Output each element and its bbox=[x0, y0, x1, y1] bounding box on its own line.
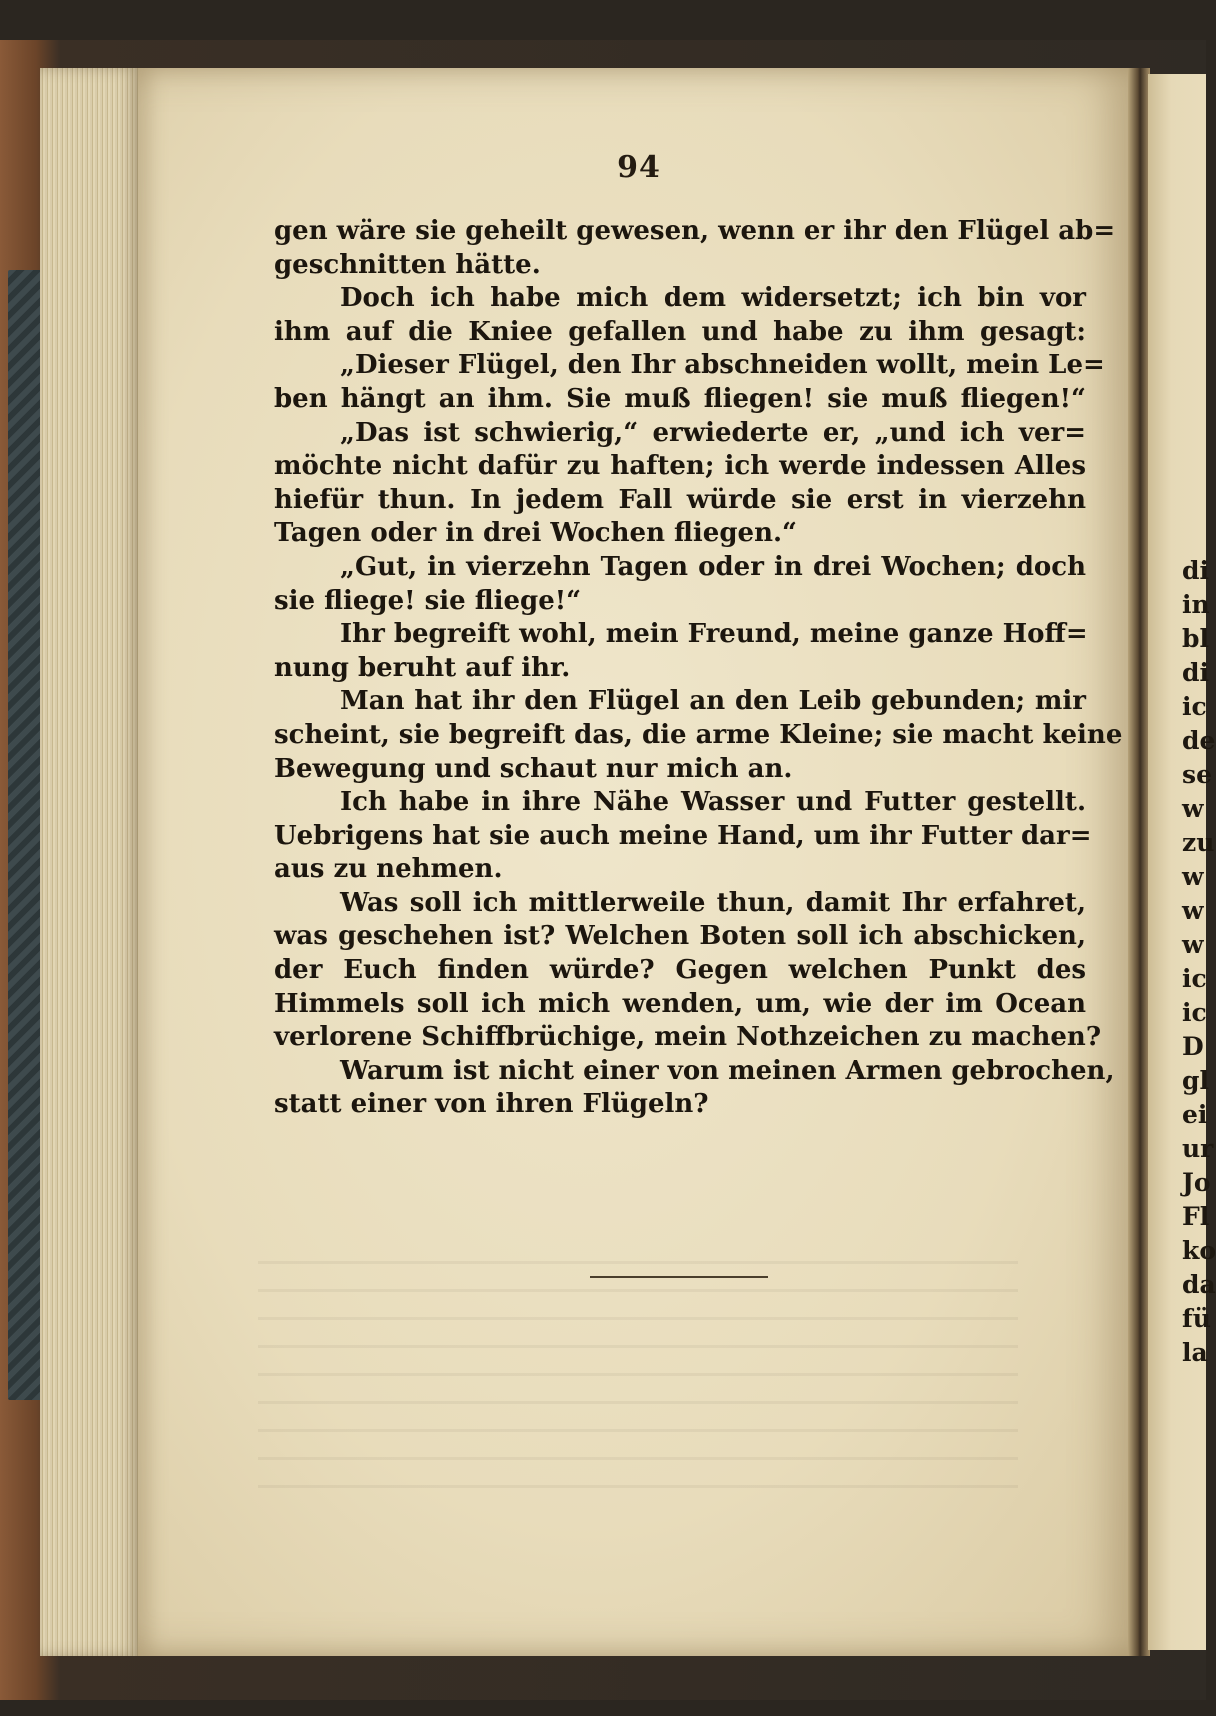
next-page-line-fragment: de bbox=[1182, 726, 1216, 755]
text-line: Himmels soll ich mich wenden, um, wie der im Ocean bbox=[274, 988, 1086, 1019]
text-line: statt einer von ihren Flügeln? bbox=[274, 1089, 709, 1120]
text-line: der Euch finden würde? Gegen welchen Punkt des bbox=[274, 955, 1086, 986]
text-line: nung beruht auf ihr. bbox=[274, 652, 571, 683]
next-page-line-fragment: ic bbox=[1182, 964, 1207, 993]
next-page-line-fragment: in bbox=[1182, 590, 1210, 619]
next-page-line-fragment: da bbox=[1182, 1270, 1216, 1299]
next-page-line-fragment: gl bbox=[1182, 1066, 1209, 1095]
next-page-line-fragment: ei bbox=[1182, 1100, 1208, 1129]
next-page-line-fragment: ic bbox=[1182, 998, 1207, 1027]
page-text-block bbox=[274, 215, 1123, 1122]
next-page-line-fragment: bl bbox=[1182, 624, 1209, 653]
next-page-line-fragment: di bbox=[1182, 658, 1209, 687]
page-stack-edge bbox=[40, 68, 140, 1656]
page-number: 94 bbox=[617, 150, 661, 185]
text-line: Tagen oder in drei Wochen fliegen.“ bbox=[274, 518, 797, 549]
text-line: aus zu nehmen. bbox=[274, 854, 503, 885]
text-line: Warum ist nicht einer von meinen Armen gebrochen, bbox=[340, 1055, 1115, 1086]
text-line: gen wäre sie geheilt gewesen, wenn er ihr den Flügel ab= bbox=[274, 216, 1116, 246]
text-line: Ihr begreift wohl, mein Freund, meine ganze Hoff= bbox=[340, 619, 1088, 650]
book-gutter bbox=[1128, 68, 1150, 1656]
text-line: sie fliege! sie fliege!“ bbox=[274, 585, 582, 616]
text-line: Man hat ihr den Flügel an den Leib gebunden; mir bbox=[340, 686, 1086, 717]
show-through-text bbox=[258, 1248, 1018, 1488]
book-page-left bbox=[138, 68, 1140, 1656]
next-page-line-fragment: D bbox=[1182, 1032, 1204, 1061]
text-line: „Dieser Flügel, den Ihr abschneiden wollt, mein Le= bbox=[340, 350, 1105, 381]
text-line: „Gut, in vierzehn Tagen oder in drei Wochen; doch bbox=[340, 551, 1086, 582]
text-line: Bewegung und schaut nur mich an. bbox=[274, 753, 793, 784]
text-line: hiefür thun. In jedem Fall würde sie erst in vierzehn bbox=[274, 484, 1086, 515]
next-page-line-fragment: w bbox=[1182, 794, 1204, 823]
next-page-line-fragment: Fl bbox=[1182, 1202, 1210, 1231]
text-line: ben hängt an ihm. Sie muß fliegen! sie muß fliegen!“ bbox=[274, 383, 1086, 414]
next-page-line-fragment: w bbox=[1182, 930, 1204, 959]
text-line: „Das ist schwierig,“ erwiederte er, „und ich ver= bbox=[340, 417, 1086, 448]
next-page-line-fragment: fü bbox=[1182, 1304, 1211, 1333]
text-line: Was soll ich mittlerweile thun, damit Ihr erfahret, bbox=[340, 887, 1086, 918]
text-line: Ich habe in ihre Nähe Wasser und Futter gestellt. bbox=[340, 787, 1086, 818]
text-line: verlorene Schiffbrüchige, mein Nothzeichen zu machen? bbox=[274, 1022, 1102, 1053]
book-page-right-partial bbox=[1148, 74, 1216, 1650]
text-line: scheint, sie begreift das, die arme Kleine; sie macht keine bbox=[274, 719, 1123, 750]
next-page-line-fragment: ur bbox=[1182, 1134, 1214, 1163]
next-page-line-fragment: w bbox=[1182, 896, 1204, 925]
section-end-rule bbox=[590, 1276, 768, 1278]
next-page-line-fragment: ic bbox=[1182, 692, 1207, 721]
text-line: was geschehen ist? Welchen Boten soll ich abschicken, bbox=[274, 921, 1086, 952]
next-page-line-fragment: di bbox=[1182, 556, 1209, 585]
text-line: Uebrigens hat sie auch meine Hand, um ihr Futter dar= bbox=[274, 820, 1092, 851]
next-page-line-fragment: zu bbox=[1182, 828, 1215, 857]
next-page-line-fragment: w bbox=[1182, 862, 1204, 891]
text-line: geschnitten hätte. bbox=[274, 249, 541, 280]
next-page-line-fragment: la bbox=[1182, 1338, 1208, 1367]
text-line: möchte nicht dafür zu haften; ich werde indessen Alles bbox=[274, 451, 1086, 482]
next-page-line-fragment: se bbox=[1182, 760, 1212, 789]
text-line: ihm auf die Kniee gefallen und habe zu ihm gesagt: bbox=[274, 316, 1086, 347]
text-line: Doch ich habe mich dem widersetzt; ich bin vor bbox=[340, 283, 1086, 314]
next-page-line-fragment: Jo bbox=[1182, 1168, 1211, 1197]
next-page-text-fragments bbox=[1182, 554, 1216, 1370]
next-page-line-fragment: ko bbox=[1182, 1236, 1216, 1265]
